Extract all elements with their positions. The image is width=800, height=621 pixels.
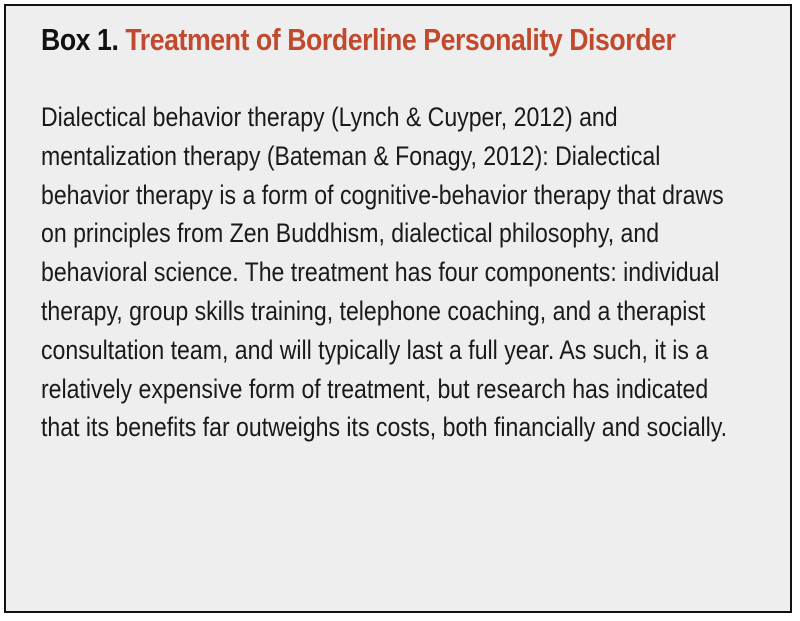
box-heading: Treatment of Borderline Personality Disorder bbox=[125, 22, 676, 57]
info-box bbox=[4, 4, 792, 613]
box-body-text: Dialectical behavior therapy (Lynch & Cuyper, 2012) and mentalization therapy (Bateman & Fonagy, 2012): Dialectical behavior therapy is a form of cognitive-behavior therapy that draws on principles from Zen Buddhism, dialectical philosophy, and behavioral science. The treatment has four components: individual therapy, group skills training, telephone coaching, and a therapist consultation team, and will typically last a full year. As such, it is a relatively expensive form of treatment, but research has indicated that its benefits far outweighs its costs, both financially and socially. bbox=[41, 102, 728, 443]
box-label: Box 1. bbox=[41, 22, 119, 57]
box-title bbox=[41, 20, 675, 60]
